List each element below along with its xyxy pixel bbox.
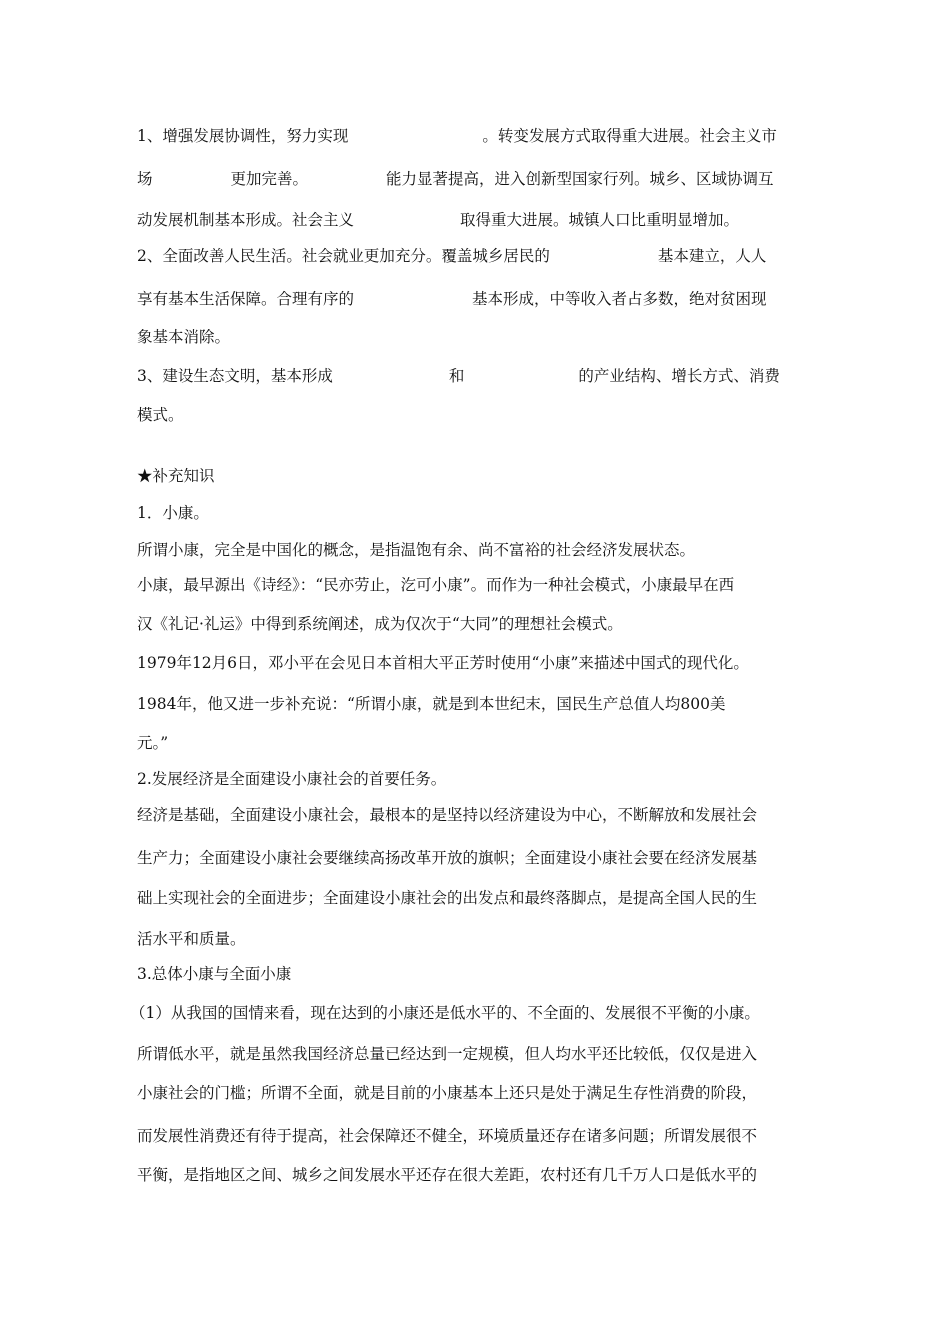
goal-1-line-1: [137, 126, 777, 146]
goal-1-line-2: [137, 169, 774, 189]
section-1-paragraph-4a: 1984年，他又进一步补充说：“所谓小康，就是到本世纪末，国民生产总值人均800美: [137, 695, 726, 713]
goal-2-text-a: 2、全面改善人民生活。社会就业更加充分。覆盖城乡居民的: [137, 247, 550, 265]
section-1-paragraph-4b: 元。”: [137, 734, 169, 752]
goal-3-text-a: 3、建设生态文明，基本形成: [137, 367, 333, 385]
goal-1-text-c: 场: [137, 170, 153, 188]
section-2-line-1: 经济是基础，全面建设小康社会，最根本的是坚持以经济建设为中心，不断解放和发展社会: [137, 806, 758, 824]
goal-1-text-e: 能力显著提高，进入创新型国家行列。城乡、区域协调互: [386, 170, 774, 188]
goal-1-text-a: 1、增强发展协调性，努力实现: [137, 127, 349, 145]
goal-3-text-d: 模式。: [137, 406, 184, 424]
section-3-title: 3.总体小康与全面小康: [137, 965, 292, 983]
goal-2-text-d: 基本形成，中等收入者占多数，绝对贫困现: [472, 290, 767, 308]
goal-2-line-2: [137, 289, 767, 309]
goal-1-text-d: 更加完善。: [230, 170, 309, 188]
section-1-paragraph-2a: 小康，最早源出《诗经》：“民亦劳止，汔可小康”。而作为一种社会模式，小康最早在西: [137, 576, 735, 594]
goal-1-text-g: 取得重大进展。城镇人口比重明显增加。: [460, 211, 740, 229]
section-3-line-3: 小康社会的门槛；所谓不全面，就是目前的小康基本上还只是处于满足生存性消费的阶段，: [137, 1084, 758, 1102]
section-2-line-2: 生产力；全面建设小康社会要继续高扬改革开放的旗帜；全面建设小康社会要在经济发展基: [137, 849, 758, 867]
section-2-line-4: 活水平和质量。: [137, 930, 246, 948]
goal-2-text-e: 象基本消除。: [137, 328, 231, 346]
section-3-line-1: （1）从我国的国情来看，现在达到的小康还是低水平的、不全面的、发展很不平衡的小康。: [130, 1004, 760, 1022]
section-1-paragraph-2b: 汉《礼记·礼运》中得到系统阐述，成为仅次于“大同”的理想社会模式。: [137, 615, 623, 633]
section-2-line-3: 础上实现社会的全面进步；全面建设小康社会的出发点和最终落脚点，是提高全国人民的生: [137, 889, 758, 907]
goal-1-text-b: 。转变发展方式取得重大进展。社会主义市: [482, 127, 777, 145]
goal-3-line-2: [137, 405, 184, 425]
section-3-line-4: 而发展性消费还有待于提高，社会保障还不健全，环境质量还存在诸多问题；所谓发展很不: [137, 1127, 758, 1145]
goal-2-text-c: 享有基本生活保障。合理有序的: [137, 290, 355, 308]
goal-2-line-3: [137, 327, 230, 347]
goal-1-text-f: 动发展机制基本形成。社会主义: [137, 211, 355, 229]
goal-3-line-1: [137, 366, 780, 386]
section-3-line-5: 平衡，是指地区之间、城乡之间发展水平还存在很大差距，农村还有几千万人口是低水平的: [137, 1166, 758, 1184]
goal-3-text-b: 和: [448, 367, 465, 385]
goal-2-line-1: [137, 246, 766, 266]
supplement-heading: ★补充知识: [137, 467, 215, 485]
section-2-title: 2.发展经济是全面建设小康社会的首要任务。: [137, 770, 447, 788]
goal-1-line-3: [137, 210, 739, 230]
section-1-paragraph-1: 所谓小康，完全是中国化的概念，是指温饱有余、尚不富裕的社会经济发展状态。: [137, 541, 696, 559]
goal-3-text-c: 的产业结构、增长方式、消费: [578, 367, 780, 385]
goal-2-text-b: 基本建立，人人: [657, 247, 767, 265]
section-1-paragraph-3: 1979年12月6日，邓小平在会见日本首相大平正芳时使用“小康”来描述中国式的现代化。: [137, 654, 749, 672]
section-1-title: 1．小康。: [137, 504, 209, 522]
section-3-line-2: 所谓低水平，就是虽然我国经济总量已经达到一定规模，但人均水平还比较低，仅仅是进入: [137, 1045, 758, 1063]
